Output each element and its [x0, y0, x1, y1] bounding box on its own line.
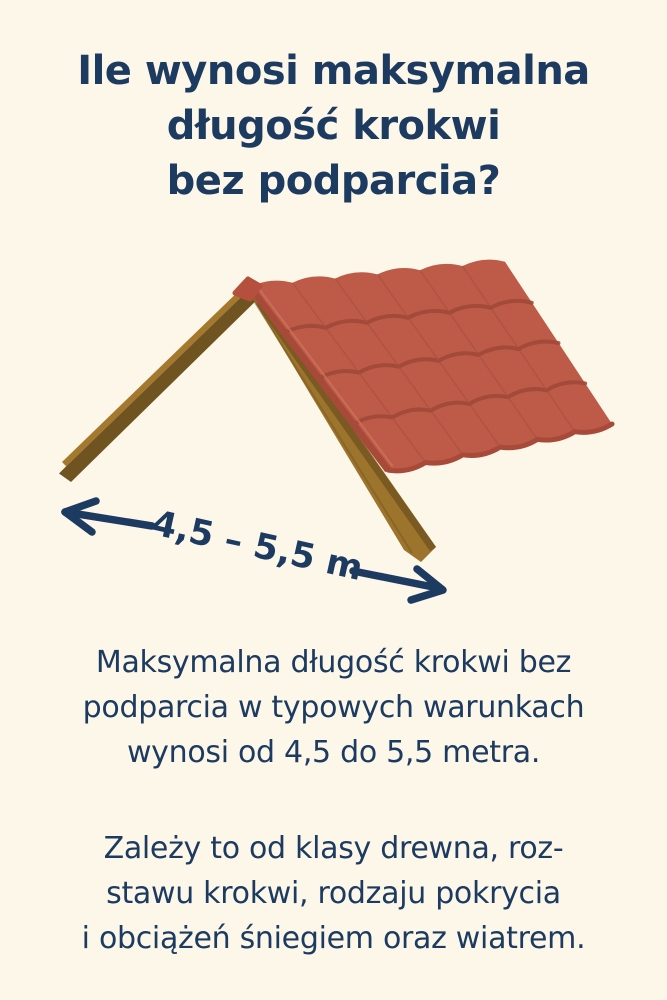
paragraph-1-line-3: wynosi od 4,5 do 5,5 metra.: [126, 735, 541, 770]
paragraph-factors: [0, 826, 667, 961]
title-line-1: Ile wynosi maksymalna: [77, 48, 590, 94]
dimension-label: 4,5 – 5,5 m: [148, 503, 367, 590]
paragraph-2-line-2: stawu krokwi, rodzaju pokrycia: [106, 876, 561, 911]
paragraph-2-line-3: i obciążeń śniegiem oraz wiatrem.: [81, 921, 586, 956]
title-line-3: bez podparcia?: [166, 158, 501, 204]
paragraph-max-length: [0, 640, 667, 775]
paragraph-1-line-1: Maksymalna długość krokwi bez: [95, 645, 572, 680]
paragraph-1-line-2: podparcia w typowych warunkach: [82, 690, 585, 725]
rafter-left-light-face: [62, 283, 251, 466]
rafter-left-dark-face: [59, 287, 260, 482]
paragraph-2-line-1: Zależy to od klasy drewna, roz-: [103, 831, 564, 866]
tile-roof: [235, 260, 612, 471]
rafter-left: [59, 283, 260, 482]
title-line-2: długość krokwi: [166, 103, 501, 149]
